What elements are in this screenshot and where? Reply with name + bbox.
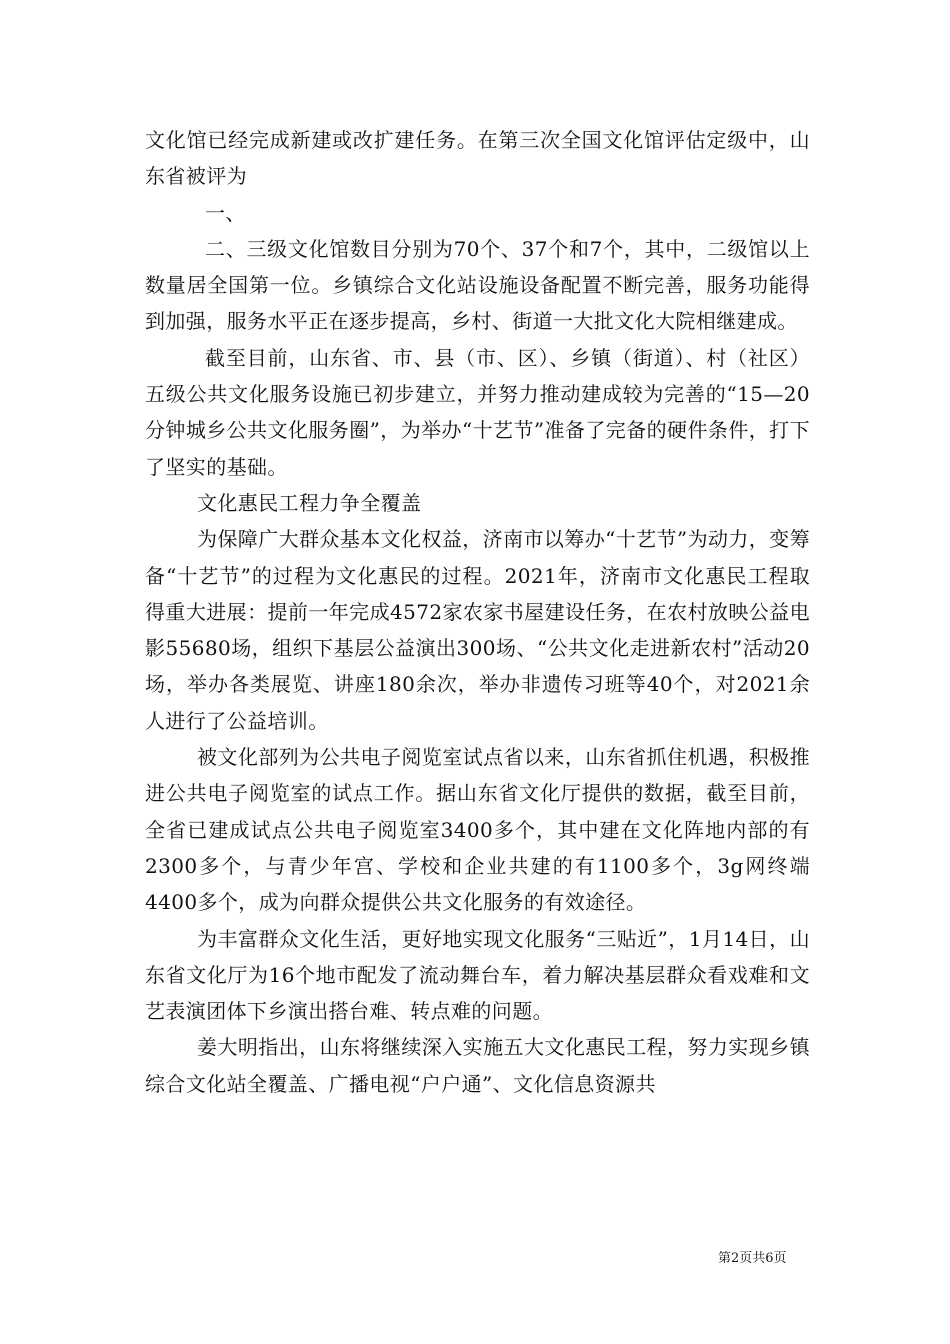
- paragraph: 二、三级文化馆数目分别为70个、37个和7个，其中，二级馆以上数量居全国第一位。乡镇综合文化站设施设备配置不断完善，服务功能得到加强，服务水平正在逐步提高，乡村、街道一大批文化大院相继建成。: [145, 236, 810, 334]
- paragraph: 截至目前，山东省、市、县（市、区）、乡镇（街道）、村（社区）五级公共文化服务设施已初步建立，并努力推动建成较为完善的“15—20分钟城乡公共文化服务圈”，为举办“十艺节”准备了完备的硬件条件，打下了坚实的基础。: [145, 345, 810, 479]
- paragraph: 一、: [205, 200, 246, 225]
- page-number: 第2页共6页: [718, 1251, 787, 1266]
- paragraph: 为丰富群众文化生活，更好地实现文化服务“三贴近”，1月14日，山东省文化厅为16个地市配发了流动舞台车，着力解决基层群众看戏难和文艺表演团体下乡演出搭台难、转点难的问题。: [145, 926, 810, 1024]
- document-body: [145, 122, 810, 1102]
- paragraph: 被文化部列为公共电子阅览室试点省以来，山东省抓住机遇，积极推进公共电子阅览室的试点工作。据山东省文化厅提供的数据，截至目前，全省已建成试点公共电子阅览室3400多个，其中建在文化阵地内部的有2300多个，与青少年宫、学校和企业共建的有1100多个，3g网终端4400多个，成为向群众提供公共文化服务的有效途径。: [145, 745, 810, 915]
- paragraph: 姜大明指出，山东将继续深入实施五大文化惠民工程，努力实现乡镇综合文化站全覆盖、广播电视“户户通”、文化信息资源共: [145, 1035, 810, 1096]
- section-heading: 文化惠民工程力争全覆盖: [197, 490, 422, 515]
- paragraph: 文化馆已经完成新建或改扩建任务。在第三次全国文化馆评估定级中，山东省被评为: [145, 128, 810, 189]
- paragraph: 为保障广大群众基本文化权益，济南市以筹办“十艺节”为动力，变筹备“十艺节”的过程为文化惠民的过程。2021年，济南市文化惠民工程取得重大进展：提前一年完成4572家农家书屋建设任务，在农村放映公益电影55680场，组织下基层公益演出300场、“公共文化走进新农村”活动20场，举办各类展览、讲座180余次，举办非遗传习班等40个，对2021余人进行了公益培训。: [145, 527, 810, 733]
